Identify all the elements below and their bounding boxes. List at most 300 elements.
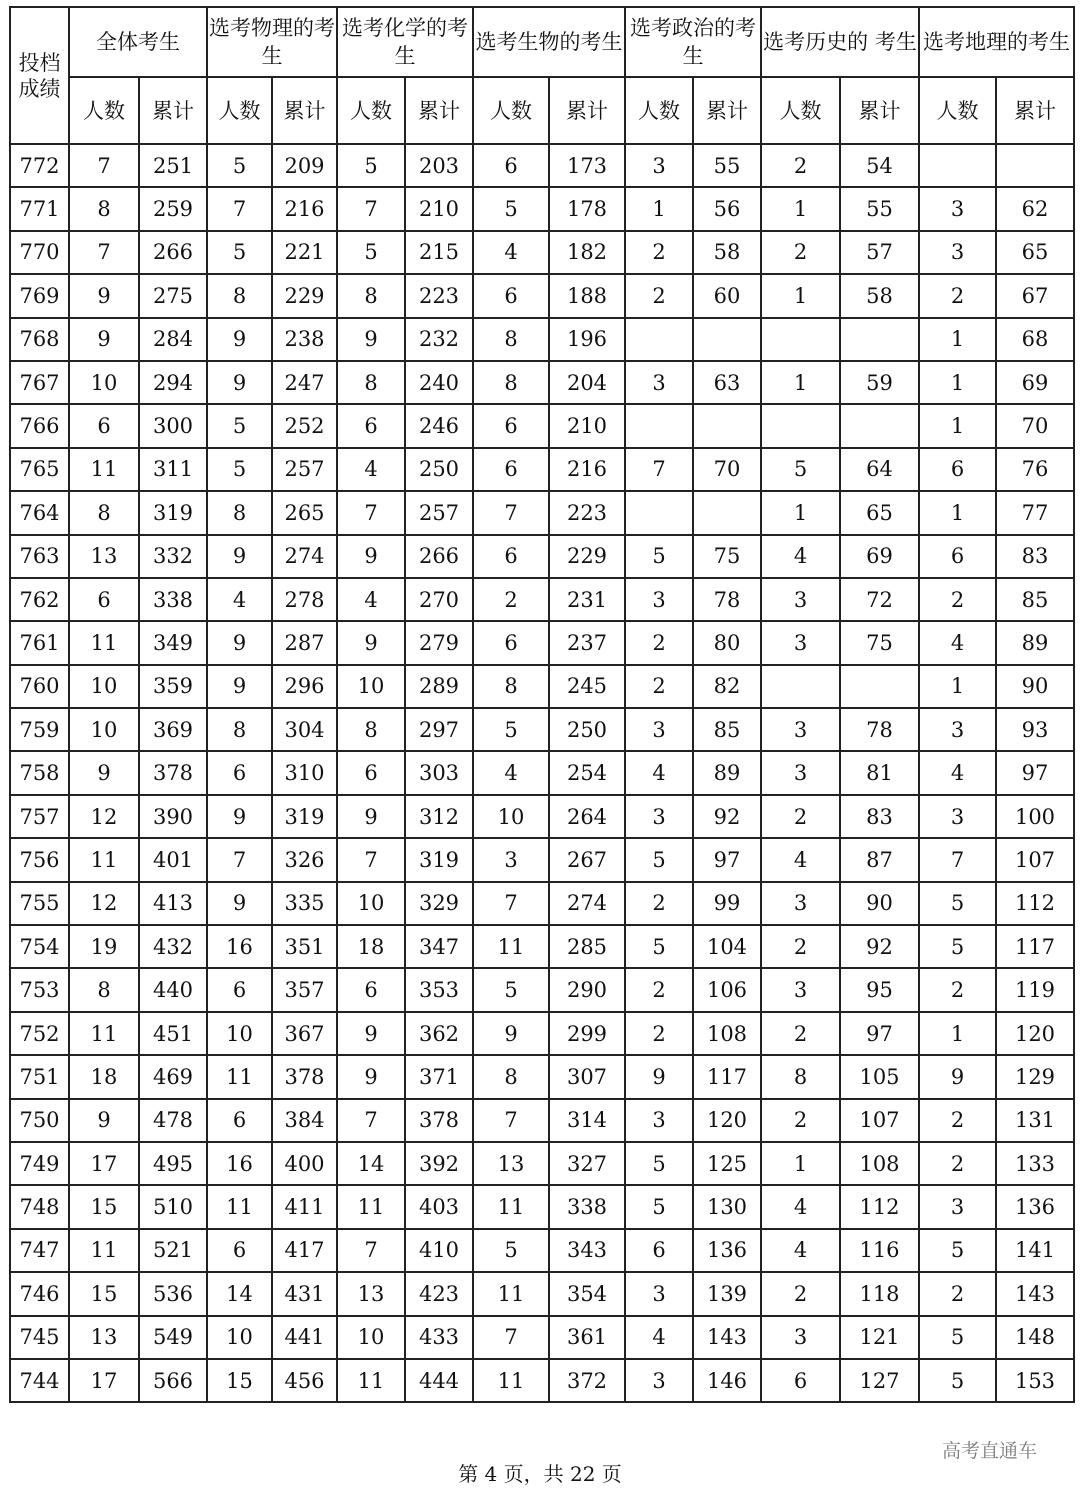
group-header-all: 全体考生 — [69, 7, 207, 77]
table-cell: 378 — [272, 1055, 337, 1098]
table-cell: 108 — [693, 1012, 761, 1055]
table-cell: 338 — [549, 1185, 625, 1228]
table-row — [10, 1359, 1074, 1402]
table-cell: 3 — [919, 231, 996, 274]
table-cell: 441 — [272, 1316, 337, 1359]
count-header: 人数 — [337, 77, 405, 144]
table-cell: 362 — [405, 1012, 473, 1055]
table-cell: 296 — [272, 665, 337, 708]
table-cell: 7 — [207, 838, 272, 881]
table-cell: 112 — [996, 882, 1074, 925]
table-cell: 3 — [919, 187, 996, 230]
table-cell: 153 — [996, 1359, 1074, 1402]
table-cell: 89 — [693, 751, 761, 794]
table-cell: 384 — [272, 1099, 337, 1142]
table-cell: 3 — [919, 708, 996, 751]
watermark-text: 高考直通车 — [942, 1440, 1038, 1462]
table-cell: 310 — [272, 751, 337, 794]
table-cell: 6 — [473, 535, 549, 578]
score-cell: 766 — [10, 404, 69, 447]
table-cell: 5 — [919, 1229, 996, 1272]
table-cell: 70 — [693, 448, 761, 491]
table-cell: 221 — [272, 231, 337, 274]
table-cell: 347 — [405, 925, 473, 968]
table-cell: 120 — [693, 1099, 761, 1142]
table-cell: 371 — [405, 1055, 473, 1098]
table-cell: 10 — [69, 361, 139, 404]
table-cell: 2 — [919, 274, 996, 317]
table-cell: 83 — [840, 795, 919, 838]
table-cell: 65 — [840, 491, 919, 534]
table-cell: 65 — [996, 231, 1074, 274]
table-cell: 100 — [996, 795, 1074, 838]
table-cell: 5 — [919, 925, 996, 968]
table-cell: 440 — [139, 968, 207, 1011]
table-cell: 5 — [473, 1229, 549, 1272]
table-row — [10, 318, 1074, 361]
table-cell: 1 — [919, 318, 996, 361]
table-cell: 10 — [69, 665, 139, 708]
table-cell: 237 — [549, 621, 625, 664]
score-cell: 748 — [10, 1185, 69, 1228]
table-cell — [693, 318, 761, 361]
table-cell: 451 — [139, 1012, 207, 1055]
table-cell: 121 — [840, 1316, 919, 1359]
table-cell: 127 — [840, 1359, 919, 1402]
table-cell: 9 — [207, 665, 272, 708]
table-cell: 338 — [139, 578, 207, 621]
table-cell: 304 — [272, 708, 337, 751]
table-cell: 105 — [840, 1055, 919, 1098]
table-cell: 9 — [207, 621, 272, 664]
table-cell: 469 — [139, 1055, 207, 1098]
table-cell: 367 — [272, 1012, 337, 1055]
table-cell: 9 — [337, 535, 405, 578]
table-cell: 495 — [139, 1142, 207, 1185]
table-cell: 7 — [625, 448, 693, 491]
table-cell: 250 — [549, 708, 625, 751]
table-cell: 1 — [761, 1142, 840, 1185]
table-cell: 146 — [693, 1359, 761, 1402]
table-cell: 69 — [996, 361, 1074, 404]
score-cell: 764 — [10, 491, 69, 534]
table-cell: 392 — [405, 1142, 473, 1185]
table-cell: 8 — [69, 968, 139, 1011]
table-cell: 215 — [405, 231, 473, 274]
table-cell: 510 — [139, 1185, 207, 1228]
table-cell: 120 — [996, 1012, 1074, 1055]
table-row — [10, 1229, 1074, 1272]
table-row — [10, 274, 1074, 317]
table-cell: 210 — [405, 187, 473, 230]
table-cell: 78 — [840, 708, 919, 751]
table-cell: 210 — [549, 404, 625, 447]
table-cell: 3 — [473, 838, 549, 881]
table-cell: 11 — [69, 621, 139, 664]
table-row — [10, 491, 1074, 534]
table-cell: 85 — [996, 578, 1074, 621]
table-cell: 11 — [337, 1185, 405, 1228]
group-header-geography: 选考地理的考生 — [919, 7, 1074, 77]
table-cell: 267 — [549, 838, 625, 881]
table-cell: 143 — [996, 1272, 1074, 1315]
table-cell: 257 — [272, 448, 337, 491]
score-distribution-table — [9, 6, 1075, 1403]
table-cell: 2 — [625, 665, 693, 708]
table-cell: 2 — [761, 795, 840, 838]
table-cell: 62 — [996, 187, 1074, 230]
table-cell: 300 — [139, 404, 207, 447]
table-cell: 8 — [337, 274, 405, 317]
table-cell: 2 — [625, 231, 693, 274]
table-cell — [625, 404, 693, 447]
table-cell: 9 — [207, 795, 272, 838]
table-cell: 4 — [473, 231, 549, 274]
count-header: 人数 — [919, 77, 996, 144]
score-cell: 763 — [10, 535, 69, 578]
table-cell: 274 — [549, 882, 625, 925]
table-row — [10, 535, 1074, 578]
table-cell: 72 — [840, 578, 919, 621]
table-cell: 4 — [625, 1316, 693, 1359]
table-cell: 11 — [207, 1185, 272, 1228]
score-header-line1: 投档 — [18, 50, 61, 75]
table-cell: 130 — [693, 1185, 761, 1228]
table-cell: 411 — [272, 1185, 337, 1228]
table-cell: 432 — [139, 925, 207, 968]
table-cell: 5 — [337, 144, 405, 187]
table-cell: 8 — [473, 361, 549, 404]
table-cell: 7 — [337, 1229, 405, 1272]
table-cell: 8 — [473, 318, 549, 361]
table-row — [10, 231, 1074, 274]
score-cell: 770 — [10, 231, 69, 274]
table-cell: 116 — [840, 1229, 919, 1272]
table-cell: 59 — [840, 361, 919, 404]
table-cell: 6 — [337, 404, 405, 447]
table-cell: 136 — [693, 1229, 761, 1272]
table-cell: 4 — [337, 578, 405, 621]
table-row — [10, 751, 1074, 794]
count-header: 人数 — [69, 77, 139, 144]
table-row — [10, 1012, 1074, 1055]
table-cell: 5 — [207, 448, 272, 491]
table-cell: 11 — [69, 448, 139, 491]
table-cell: 117 — [996, 925, 1074, 968]
table-cell: 536 — [139, 1272, 207, 1315]
table-cell: 133 — [996, 1142, 1074, 1185]
table-cell: 349 — [139, 621, 207, 664]
table-cell: 444 — [405, 1359, 473, 1402]
score-cell: 756 — [10, 838, 69, 881]
table-cell: 433 — [405, 1316, 473, 1359]
table-cell: 1 — [919, 665, 996, 708]
table-cell: 2 — [473, 578, 549, 621]
header-row-groups — [10, 7, 1074, 77]
table-cell: 1 — [761, 274, 840, 317]
table-cell: 18 — [69, 1055, 139, 1098]
table-cell: 11 — [69, 1012, 139, 1055]
score-cell: 760 — [10, 665, 69, 708]
table-cell: 9 — [69, 318, 139, 361]
table-cell: 3 — [625, 1099, 693, 1142]
table-cell: 250 — [405, 448, 473, 491]
table-cell: 7 — [473, 882, 549, 925]
table-cell: 275 — [139, 274, 207, 317]
table-cell: 3 — [761, 882, 840, 925]
score-cell: 758 — [10, 751, 69, 794]
table-cell: 4 — [761, 535, 840, 578]
table-cell: 3 — [761, 578, 840, 621]
table-cell: 401 — [139, 838, 207, 881]
table-cell: 69 — [840, 535, 919, 578]
table-cell: 10 — [473, 795, 549, 838]
table-cell: 67 — [996, 274, 1074, 317]
table-cell: 3 — [919, 795, 996, 838]
table-cell: 5 — [919, 1359, 996, 1402]
table-cell: 247 — [272, 361, 337, 404]
table-cell: 2 — [761, 231, 840, 274]
table-cell: 8 — [207, 491, 272, 534]
table-cell: 2 — [761, 1012, 840, 1055]
table-cell: 9 — [337, 795, 405, 838]
table-cell: 278 — [272, 578, 337, 621]
table-cell — [840, 404, 919, 447]
table-cell: 203 — [405, 144, 473, 187]
table-cell: 17 — [69, 1359, 139, 1402]
table-cell: 5 — [919, 882, 996, 925]
cumulative-header: 累计 — [405, 77, 473, 144]
table-cell: 9 — [69, 751, 139, 794]
table-cell: 188 — [549, 274, 625, 317]
table-cell: 5 — [625, 925, 693, 968]
table-cell: 87 — [840, 838, 919, 881]
table-cell: 5 — [473, 968, 549, 1011]
table-cell: 6 — [207, 1099, 272, 1142]
table-cell: 279 — [405, 621, 473, 664]
table-body — [10, 144, 1074, 1402]
table-cell: 7 — [337, 491, 405, 534]
table-cell: 9 — [625, 1055, 693, 1098]
table-cell: 2 — [919, 578, 996, 621]
table-cell: 3 — [625, 361, 693, 404]
count-header: 人数 — [473, 77, 549, 144]
table-cell: 1 — [761, 361, 840, 404]
table-cell: 285 — [549, 925, 625, 968]
table-cell: 312 — [405, 795, 473, 838]
table-cell: 18 — [337, 925, 405, 968]
table-cell: 400 — [272, 1142, 337, 1185]
table-row — [10, 795, 1074, 838]
table-cell: 5 — [207, 144, 272, 187]
table-cell: 9 — [337, 1012, 405, 1055]
table-cell: 55 — [693, 144, 761, 187]
table-cell: 3 — [625, 578, 693, 621]
table-cell: 8 — [69, 491, 139, 534]
table-cell: 15 — [207, 1359, 272, 1402]
table-cell: 2 — [625, 621, 693, 664]
table-cell: 290 — [549, 968, 625, 1011]
table-cell: 254 — [549, 751, 625, 794]
table-cell: 289 — [405, 665, 473, 708]
table-cell: 240 — [405, 361, 473, 404]
score-cell: 746 — [10, 1272, 69, 1315]
table-cell: 478 — [139, 1099, 207, 1142]
table-cell — [625, 318, 693, 361]
score-cell: 765 — [10, 448, 69, 491]
table-cell: 4 — [761, 1229, 840, 1272]
table-cell: 327 — [549, 1142, 625, 1185]
table-cell: 56 — [693, 187, 761, 230]
table-row — [10, 361, 1074, 404]
table-cell: 104 — [693, 925, 761, 968]
table-row — [10, 1055, 1074, 1098]
table-cell: 1 — [919, 404, 996, 447]
table-cell: 4 — [919, 621, 996, 664]
table-row — [10, 1272, 1074, 1315]
table-cell: 77 — [996, 491, 1074, 534]
table-cell: 521 — [139, 1229, 207, 1272]
table-row — [10, 708, 1074, 751]
table-cell: 6 — [207, 1229, 272, 1272]
table-cell: 2 — [919, 968, 996, 1011]
table-cell: 343 — [549, 1229, 625, 1272]
table-cell — [693, 491, 761, 534]
table-cell: 1 — [919, 361, 996, 404]
table-cell: 93 — [996, 708, 1074, 751]
score-cell: 749 — [10, 1142, 69, 1185]
table-cell: 6 — [69, 578, 139, 621]
table-cell: 1 — [761, 187, 840, 230]
table-cell: 16 — [207, 925, 272, 968]
count-header: 人数 — [761, 77, 840, 144]
table-cell: 3 — [625, 1272, 693, 1315]
table-cell: 6 — [337, 751, 405, 794]
table-cell: 372 — [549, 1359, 625, 1402]
table-cell: 8 — [207, 274, 272, 317]
score-cell: 753 — [10, 968, 69, 1011]
table-cell: 7 — [473, 1316, 549, 1359]
table-cell: 11 — [473, 1185, 549, 1228]
score-cell: 772 — [10, 144, 69, 187]
table-cell: 83 — [996, 535, 1074, 578]
table-cell: 76 — [996, 448, 1074, 491]
table-cell: 6 — [919, 448, 996, 491]
table-cell: 8 — [473, 1055, 549, 1098]
table-cell: 2 — [919, 1272, 996, 1315]
table-cell: 8 — [337, 708, 405, 751]
table-cell: 229 — [272, 274, 337, 317]
table-cell: 369 — [139, 708, 207, 751]
table-cell: 353 — [405, 968, 473, 1011]
table-cell: 58 — [840, 274, 919, 317]
table-cell: 58 — [693, 231, 761, 274]
table-cell: 2 — [625, 968, 693, 1011]
table-cell: 6 — [473, 404, 549, 447]
table-cell: 3 — [625, 1359, 693, 1402]
table-cell: 413 — [139, 882, 207, 925]
table-cell: 16 — [207, 1142, 272, 1185]
table-cell: 141 — [996, 1229, 1074, 1272]
table-cell: 5 — [207, 404, 272, 447]
table-cell: 131 — [996, 1099, 1074, 1142]
table-cell: 6 — [69, 404, 139, 447]
table-cell: 307 — [549, 1055, 625, 1098]
table-cell: 311 — [139, 448, 207, 491]
table-cell: 5 — [625, 1142, 693, 1185]
table-cell: 6 — [207, 751, 272, 794]
table-row — [10, 1185, 1074, 1228]
table-cell: 17 — [69, 1142, 139, 1185]
table-cell: 129 — [996, 1055, 1074, 1098]
table-cell: 287 — [272, 621, 337, 664]
table-cell: 10 — [337, 882, 405, 925]
table-cell: 89 — [996, 621, 1074, 664]
table-cell: 319 — [139, 491, 207, 534]
table-cell: 5 — [473, 187, 549, 230]
table-row — [10, 968, 1074, 1011]
table-cell — [761, 404, 840, 447]
table-cell: 125 — [693, 1142, 761, 1185]
table-cell: 229 — [549, 535, 625, 578]
table-cell: 119 — [996, 968, 1074, 1011]
table-cell: 6 — [473, 448, 549, 491]
table-cell: 297 — [405, 708, 473, 751]
table-cell: 13 — [69, 535, 139, 578]
table-cell: 6 — [473, 144, 549, 187]
page-number: 第 4 页，共 22 页 — [458, 1462, 622, 1486]
table-cell: 332 — [139, 535, 207, 578]
table-cell: 143 — [693, 1316, 761, 1359]
table-cell: 13 — [337, 1272, 405, 1315]
table-cell: 4 — [473, 751, 549, 794]
table-cell: 60 — [693, 274, 761, 317]
table-cell: 11 — [69, 838, 139, 881]
score-cell: 759 — [10, 708, 69, 751]
score-cell: 750 — [10, 1099, 69, 1142]
table-cell: 9 — [207, 318, 272, 361]
table-cell: 4 — [919, 751, 996, 794]
table-cell: 10 — [207, 1316, 272, 1359]
table-cell: 92 — [840, 925, 919, 968]
group-header-chemistry: 选考化学的考生 — [337, 7, 473, 77]
table-cell: 97 — [693, 838, 761, 881]
table-cell: 299 — [549, 1012, 625, 1055]
table-cell: 9 — [919, 1055, 996, 1098]
table-cell: 54 — [840, 144, 919, 187]
table-cell: 259 — [139, 187, 207, 230]
cumulative-header: 累计 — [693, 77, 761, 144]
table-cell: 6 — [473, 274, 549, 317]
table-cell: 78 — [693, 578, 761, 621]
table-cell: 9 — [207, 535, 272, 578]
table-cell: 354 — [549, 1272, 625, 1315]
table-cell: 5 — [625, 1185, 693, 1228]
table-cell: 5 — [207, 231, 272, 274]
score-cell: 767 — [10, 361, 69, 404]
count-header: 人数 — [625, 77, 693, 144]
table-cell — [996, 144, 1074, 187]
table-cell: 68 — [996, 318, 1074, 361]
table-cell: 12 — [69, 795, 139, 838]
table-cell: 11 — [69, 1229, 139, 1272]
table-cell: 4 — [207, 578, 272, 621]
table-cell: 3 — [625, 144, 693, 187]
cumulative-header: 累计 — [139, 77, 207, 144]
table-cell: 284 — [139, 318, 207, 361]
table-cell: 97 — [996, 751, 1074, 794]
table-cell: 9 — [69, 274, 139, 317]
